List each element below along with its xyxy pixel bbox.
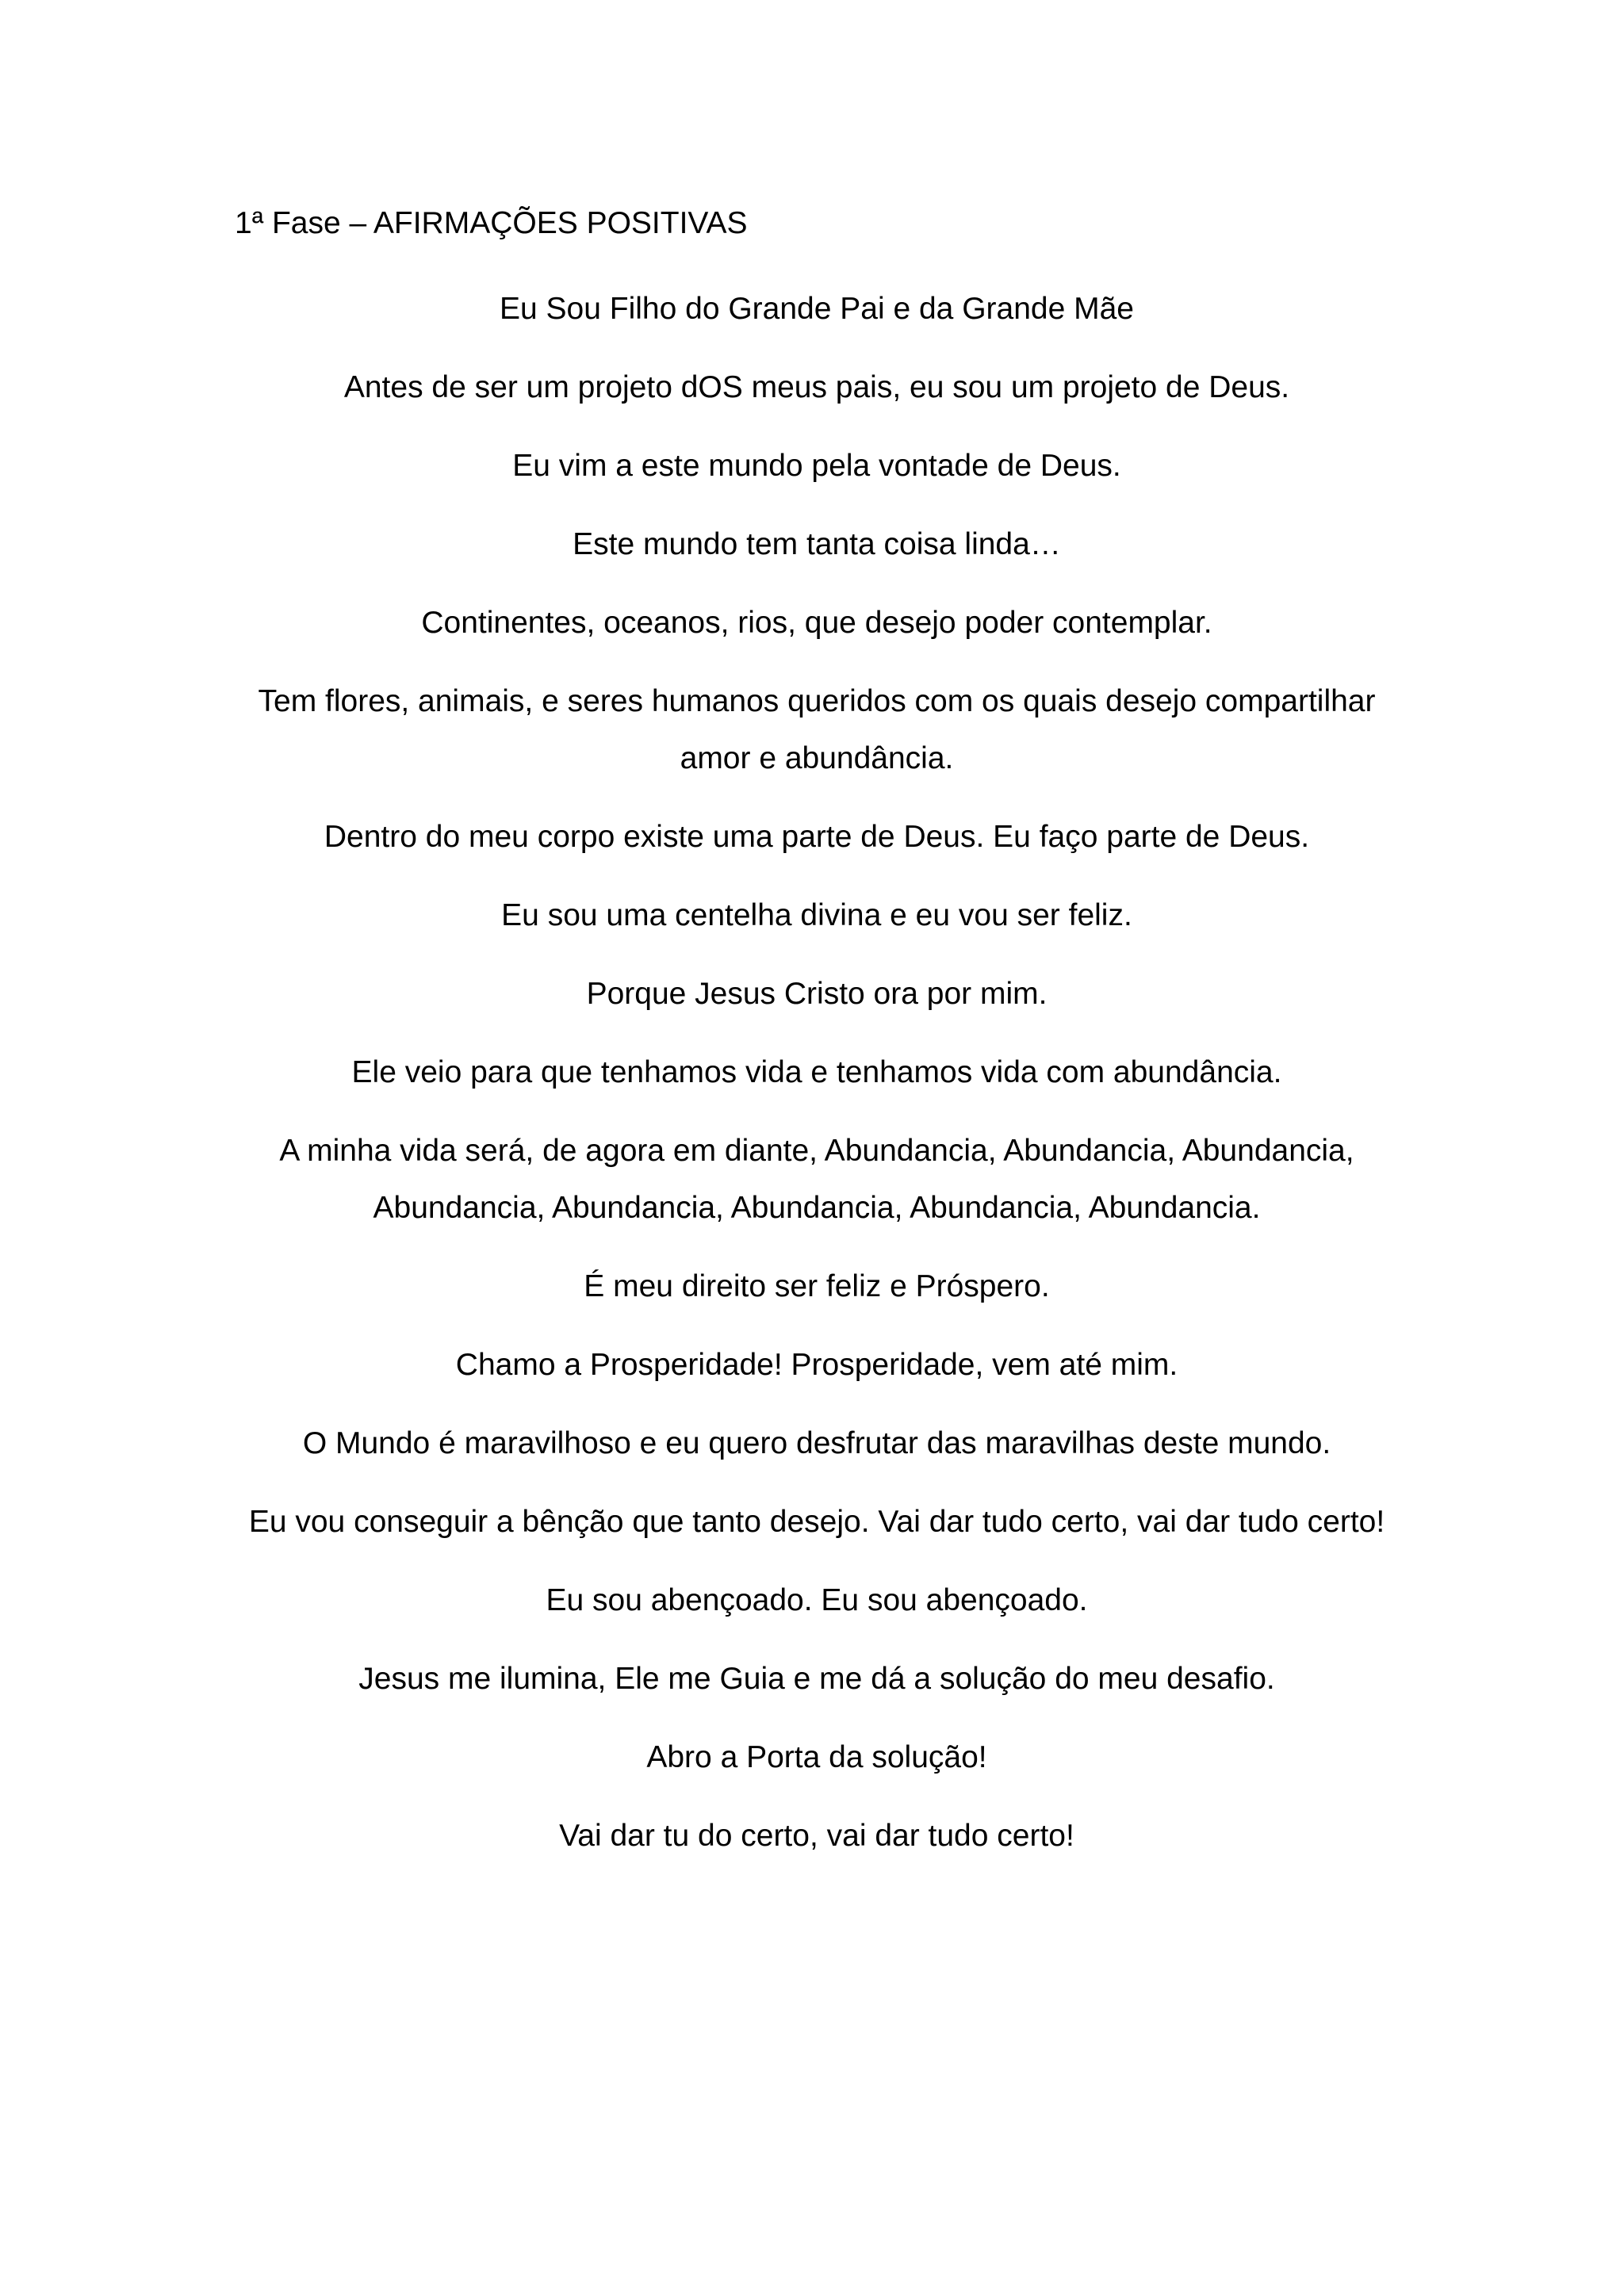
affirmation-line: É meu direito ser feliz e Próspero. xyxy=(584,1269,1050,1303)
affirmation-line: Jesus me ilumina, Ele me Guia e me dá a solução do meu desafio. xyxy=(358,1662,1275,1696)
affirmation-line: Tem flores, animais, e seres humanos queridos com os quais desejo compartilhar amor e abundância. xyxy=(258,684,1376,775)
affirmation-line: Continentes, oceanos, rios, que desejo poder contemplar. xyxy=(421,606,1212,640)
affirmation-line: O Mundo é maravilhoso e eu quero desfrutar das maravilhas deste mundo. xyxy=(302,1426,1331,1460)
affirmation-line: Eu vou conseguir a bênção que tanto desejo. Vai dar tudo certo, vai dar tudo certo! xyxy=(248,1505,1385,1539)
affirmation-line: Eu sou uma centelha divina e eu vou ser feliz. xyxy=(501,898,1132,932)
affirmation-line: Porque Jesus Cristo ora por mim. xyxy=(586,977,1048,1011)
affirmation-line: Vai dar tu do certo, vai dar tudo certo! xyxy=(559,1819,1074,1853)
section-heading: 1ª Fase – AFIRMAÇÕES POSITIVAS xyxy=(235,206,748,240)
affirmation-line: A minha vida será, de agora em diante, Abundancia, Abundancia, Abundancia, Abundancia, Abundancia, Abundancia, Abundancia, Abundancia. xyxy=(279,1134,1354,1225)
affirmations-body xyxy=(235,281,1399,1886)
affirmation-line: Eu vim a este mundo pela vontade de Deus. xyxy=(512,449,1121,483)
affirmation-line: Chamo a Prosperidade! Prosperidade, vem até mim. xyxy=(455,1348,1178,1382)
affirmation-line: Ele veio para que tenhamos vida e tenhamos vida com abundância. xyxy=(351,1055,1282,1089)
affirmation-line: Abro a Porta da solução! xyxy=(646,1740,987,1774)
affirmation-line: Eu sou abençoado. Eu sou abençoado. xyxy=(546,1583,1088,1617)
affirmation-line: Dentro do meu corpo existe uma parte de Deus. Eu faço parte de Deus. xyxy=(324,820,1310,854)
affirmation-line: Antes de ser um projeto dOS meus pais, eu sou um projeto de Deus. xyxy=(343,370,1290,404)
affirmation-line: Eu Sou Filho do Grande Pai e da Grande Mãe xyxy=(500,292,1134,326)
affirmation-line: Este mundo tem tanta coisa linda… xyxy=(573,527,1061,561)
